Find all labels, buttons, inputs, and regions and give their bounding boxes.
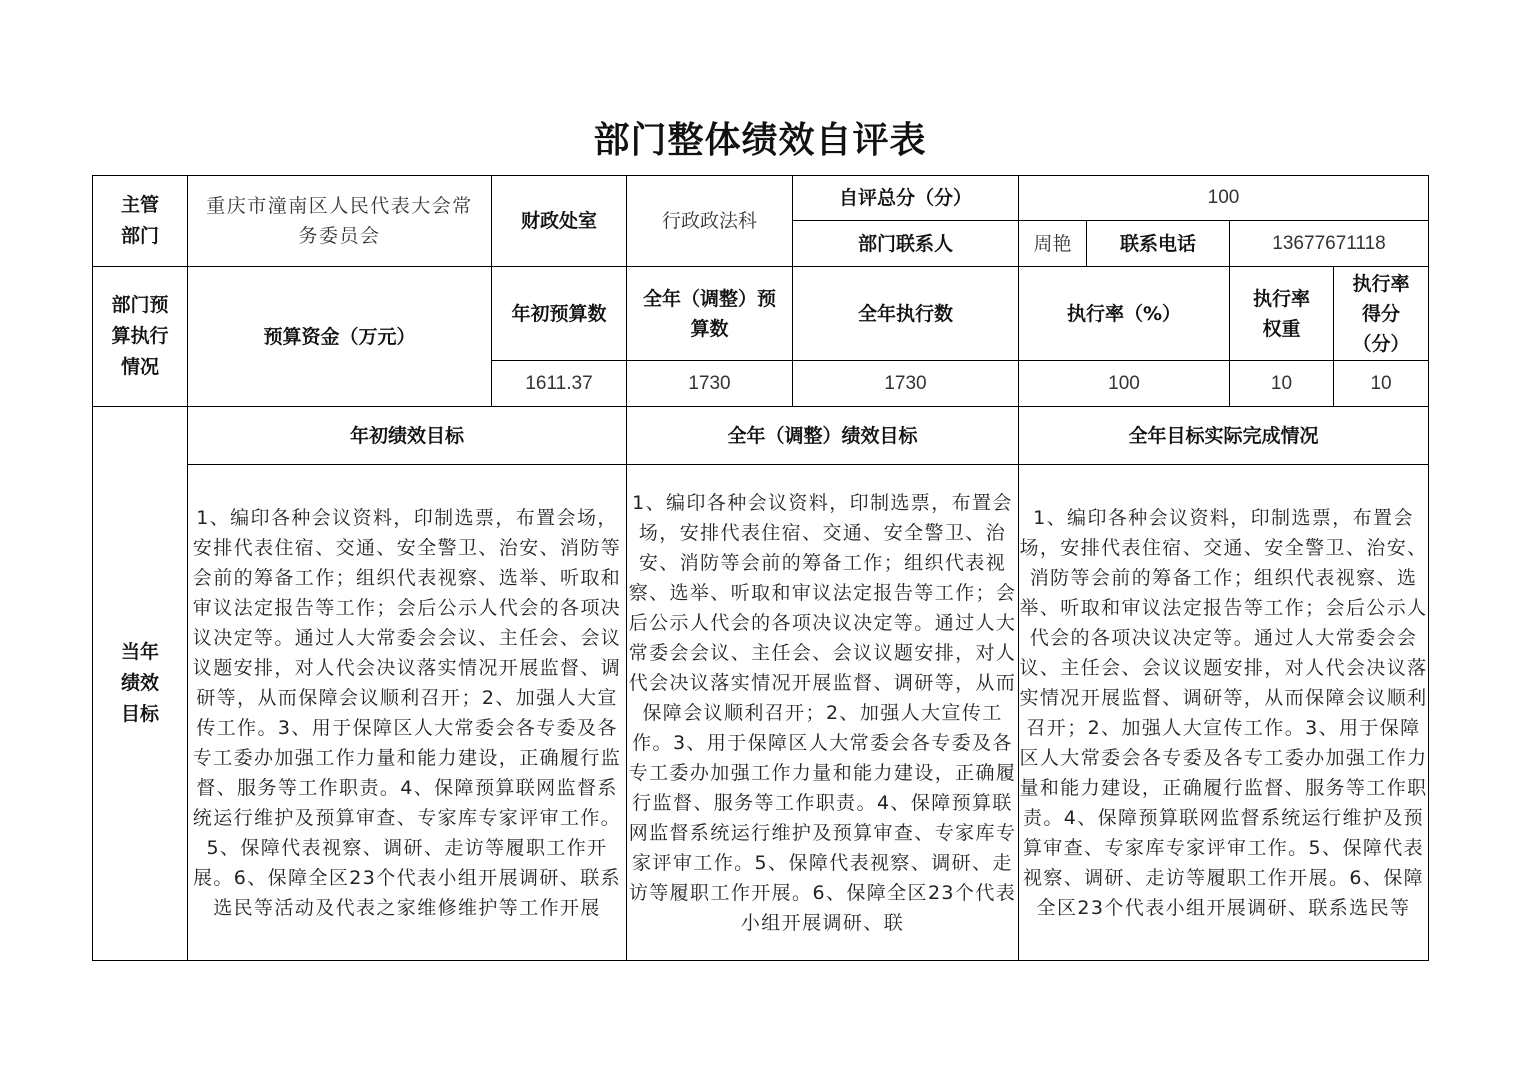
adjusted-budget-value: 1730 (627, 361, 793, 407)
performance-table (92, 175, 1429, 961)
adjusted-goal-header: 全年（调整）绩效目标 (627, 407, 1019, 465)
budget-section-label: 部门预算执行情况 (93, 267, 188, 407)
phone-label: 联系电话 (1087, 221, 1230, 267)
actual-completion-text: 1、编印各种会议资料，印制选票，布置会场，安排代表住宿、交通、安全警卫、治安、消防等会前的筹备工作；组织代表视察、选举、听取和审议法定报告等工作；会后公示人代会的各项决议决定等。通过人大常委会会议、主任会、会议议题安排，对人代会决议落实情况开展监督、调研等，从而保障会议顺利召开；2、加强人大宣传工作。3、用于保障区人大常委会各专委及各专工委办加强工作力量和能力建设，正确履行监督、服务等工作职责。4、保障预算联网监督系统运行维护及预算审查、专家库专家评审工作。5、保障代表视察、调研、走访等履职工作开展。6、保障全区23个代表小组开展调研、联系选民等 (1019, 465, 1429, 961)
execution-rate-header: 执行率（%） (1019, 267, 1230, 361)
adjusted-goal-text: 1、编印各种会议资料，印制选票，布置会场，安排代表住宿、交通、安全警卫、治安、消防等会前的筹备工作；组织代表视察、选举、听取和审议法定报告等工作；会后公示人代会的各项决议决定等。通过人大常委会会议、主任会、会议议题安排，对人代会决议落实情况开展监督、调研等，从而保障会议顺利召开；2、加强人大宣传工作。3、用于保障区人大常委会各专委及各专工委办加强工作力量和能力建设，正确履行监督、服务等工作职责。4、保障预算联网监督系统运行维护及预算审查、专家库专家评审工作。5、保障代表视察、调研、走访等履职工作开展。6、保障全区23个代表小组开展调研、联 (627, 465, 1019, 961)
executed-header: 全年执行数 (793, 267, 1019, 361)
weight-header: 执行率权重 (1230, 267, 1334, 361)
phone-value: 13677671118 (1230, 221, 1429, 267)
initial-budget-value: 1611.37 (492, 361, 627, 407)
goals-section-label: 当年绩效目标 (93, 407, 188, 961)
budget-funds-label: 预算资金（万元） (188, 267, 492, 407)
supervising-dept-label: 主管部门 (93, 176, 188, 267)
page-title: 部门整体绩效自评表 (593, 120, 927, 161)
supervising-dept-value: 重庆市潼南区人民代表大会常务委员会 (188, 176, 492, 267)
executed-value: 1730 (793, 361, 1019, 407)
contact-person-value: 周艳 (1019, 221, 1087, 267)
total-score-label: 自评总分（分） (793, 176, 1019, 221)
execution-rate-value: 100 (1019, 361, 1230, 407)
finance-office-label: 财政处室 (492, 176, 627, 267)
initial-goal-header: 年初绩效目标 (188, 407, 627, 465)
contact-person-label: 部门联系人 (793, 221, 1019, 267)
total-score-value: 100 (1019, 176, 1429, 221)
weight-value: 10 (1230, 361, 1334, 407)
finance-office-value: 行政政法科 (627, 176, 793, 267)
initial-budget-header: 年初预算数 (492, 267, 627, 361)
score-value: 10 (1334, 361, 1429, 407)
score-header: 执行率得分（分） (1334, 267, 1429, 361)
initial-goal-text: 1、编印各种会议资料，印制选票，布置会场，安排代表住宿、交通、安全警卫、治安、消防等会前的筹备工作；组织代表视察、选举、听取和审议法定报告等工作；会后公示人代会的各项决议决定等。通过人大常委会会议、主任会、会议议题安排，对人代会决议落实情况开展监督、调研等，从而保障会议顺利召开；2、加强人大宣传工作。3、用于保障区人大常委会各专委及各专工委办加强工作力量和能力建设，正确履行监督、服务等工作职责。4、保障预算联网监督系统运行维护及预算审查、专家库专家评审工作。5、保障代表视察、调研、走访等履职工作开展。6、保障全区23个代表小组开展调研、联系选民等活动及代表之家维修维护等工作开展 (188, 465, 627, 961)
adjusted-budget-header: 全年（调整）预算数 (627, 267, 793, 361)
actual-completion-header: 全年目标实际完成情况 (1019, 407, 1429, 465)
